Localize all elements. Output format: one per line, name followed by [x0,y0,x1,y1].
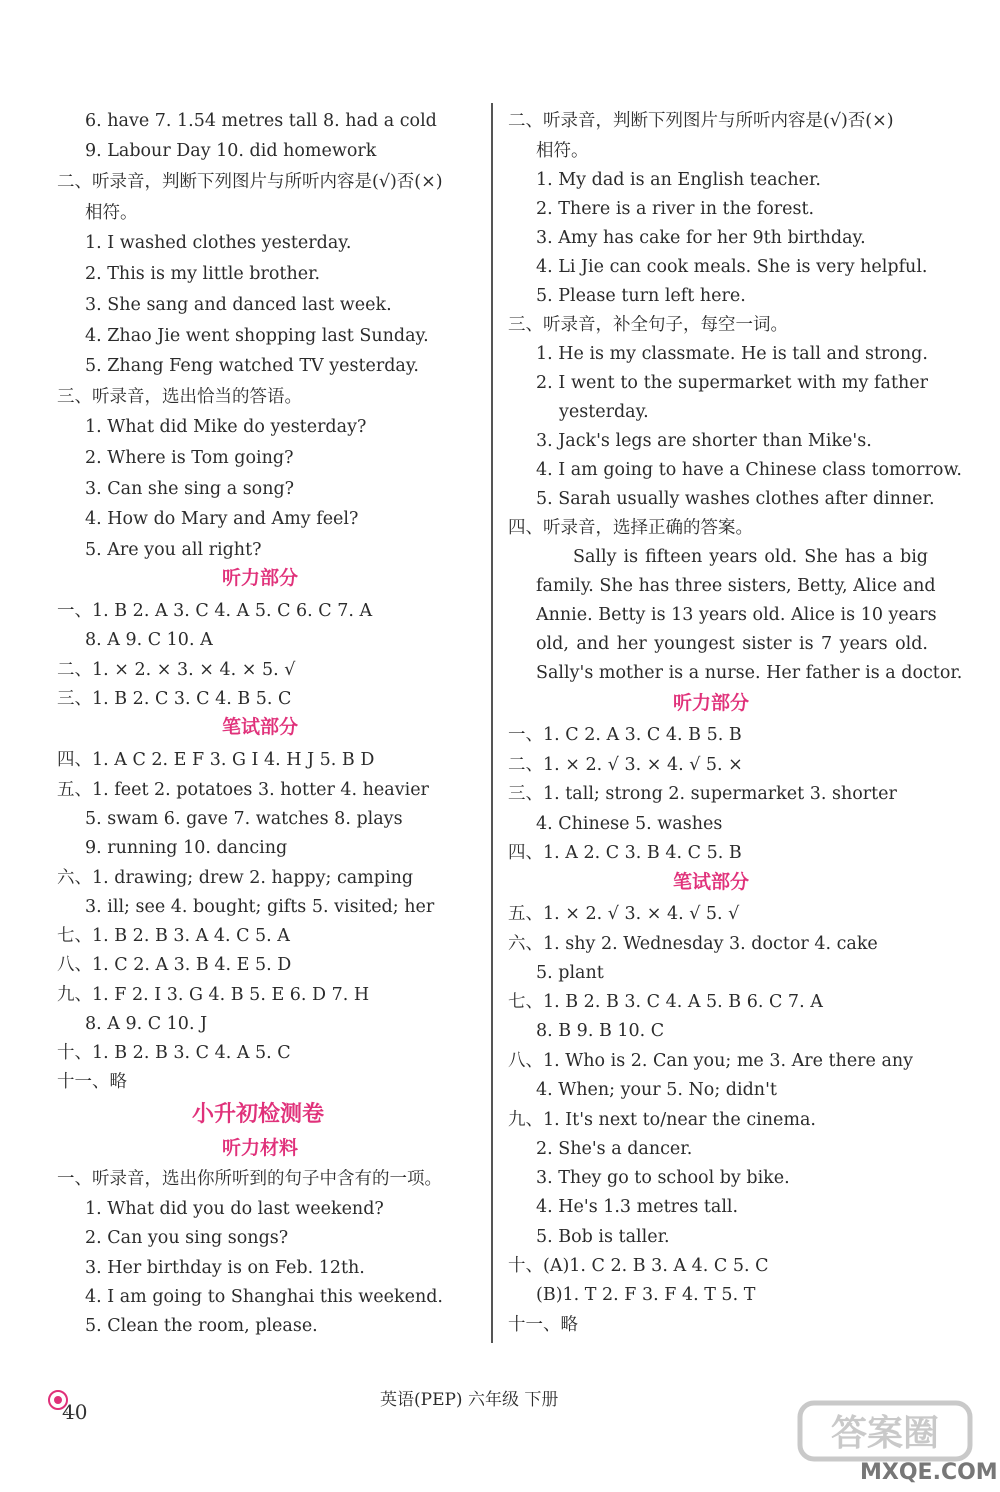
answer-line: 一、1. B 2. A 3. C 4. A 5. C 6. C 7. A [57,601,373,621]
list-item: 5. Please turn left here. [536,286,746,306]
list-item: 4. How do Mary and Amy feel? [85,509,359,529]
list-item: 4. I am going to Shanghai this weekend. [85,1287,443,1307]
listening-heading: 听力部分 [222,567,299,589]
answer-line: 二、1. × 2. √ 3. × 4. √ 5. × [508,755,743,775]
list-item: 3. Can she sing a song? [85,479,295,499]
list-item: 1. My dad is an English teacher. [536,170,821,190]
list-item: 1. I washed clothes yesterday. [85,233,352,253]
section-heading-cont: 相符。 [85,203,138,223]
list-item: 3. She sang and danced last week. [85,295,392,315]
answer-line: 9. Labour Day 10. did homework [85,141,377,161]
list-item: 5. Zhang Feng watched TV yesterday. [85,356,419,376]
list-item: 1. What did you do last weekend? [85,1199,384,1219]
written-heading: 笔试部分 [673,871,750,893]
answer-line: 五、1. feet 2. potatoes 3. hotter 4. heavier [57,780,429,800]
answer-line: 4. He's 1.3 metres tall. [536,1197,739,1217]
exam-title: 小升初检测卷 [192,1101,325,1127]
listening-heading: 听力部分 [673,692,750,714]
answer-line: 9. running 10. dancing [85,838,288,858]
answer-line: 六、1. shy 2. Wednesday 3. doctor 4. cake [508,934,878,954]
answer-line: (B)1. T 2. F 3. F 4. T 5. T [536,1285,756,1305]
book-footer: 英语(PEP) 六年级 下册 [380,1390,559,1410]
passage-line: Annie. Betty is 13 years old. Alice is 10 years [536,605,937,625]
answer-line: 十一、略 [508,1315,578,1335]
answer-line: 九、1. It's next to/near the cinema. [508,1110,816,1130]
list-item: 1. What did Mike do yesterday? [85,417,367,437]
list-item-cont: yesterday. [559,402,649,422]
answer-line: 七、1. B 2. B 3. A 4. C 5. A [57,926,290,946]
answer-line: 九、1. F 2. I 3. G 4. B 5. E 6. D 7. H [57,985,370,1005]
answer-line: 八、1. Who is 2. Can you; me 3. Are there any [508,1051,914,1071]
section-heading: 三、听录音，补全句子，每空一词。 [508,315,788,335]
list-item: 4. Li Jie can cook meals. She is very helpful. [536,257,928,277]
answer-line: 5. Bob is taller. [536,1227,670,1247]
answer-line: 二、1. × 2. × 3. × 4. × 5. √ [57,660,296,680]
answer-line: 四、1. A 2. C 3. B 4. C 5. B [508,843,742,863]
passage-line: Sally's mother is a nurse. Her father is a doctor. [536,663,963,683]
section-heading: 二、听录音，判断下列图片与所听内容是(√)否(×) [508,111,894,131]
list-item: 4. Zhao Jie went shopping last Sunday. [85,326,429,346]
answer-line: 5. swam 6. gave 7. watches 8. plays [85,809,403,829]
list-item: 2. Where is Tom going? [85,448,294,468]
answer-line: 8. A 9. C 10. J [85,1014,208,1034]
section-heading: 一、听录音，选出你所听到的句子中含有的一项。 [57,1169,442,1189]
answer-line: 3. ill; see 4. bought; gifts 5. visited; her [85,897,435,917]
watermark-url: MXQE.COM [860,1460,998,1485]
list-item: 5. Clean the room, please. [85,1316,318,1336]
answer-line: 三、1. tall; strong 2. supermarket 3. shorter [508,784,897,804]
answer-line: 十、(A)1. C 2. B 3. A 4. C 5. C [508,1256,769,1276]
answer-line: 四、1. A C 2. E F 3. G I 4. H J 5. B D [57,750,375,770]
section-heading: 四、听录音，选择正确的答案。 [508,518,753,538]
answer-line: 4. Chinese 5. washes [536,814,723,834]
answer-line: 十、1. B 2. B 3. C 4. A 5. C [57,1043,291,1063]
answer-line: 8. A 9. C 10. A [85,630,213,650]
list-item: 3. Amy has cake for her 9th birthday. [536,228,866,248]
answer-line: 六、1. drawing; drew 2. happy; camping [57,868,414,888]
answer-line: 十一、略 [57,1072,127,1092]
passage-line: Sally is fifteen years old. She has a big [573,547,928,567]
passage-line: family. She has three sisters, Betty, Alice and [536,576,936,596]
list-item: 2. I went to the supermarket with my father [536,373,928,393]
list-item: 4. I am going to have a Chinese class tomorrow. [536,460,962,480]
list-item: 1. He is my classmate. He is tall and strong. [536,344,928,364]
answer-line: 5. plant [536,963,604,983]
material-heading: 听力材料 [222,1137,299,1159]
page-number: 40 [62,1400,88,1424]
section-heading: 二、听录音，判断下列图片与所听内容是(√)否(×) [57,172,443,192]
list-item: 3. Jack's legs are shorter than Mike's. [536,431,872,451]
answer-line: 3. They go to school by bike. [536,1168,790,1188]
answer-line: 4. When; your 5. No; didn't [536,1080,777,1100]
answer-line: 七、1. B 2. B 3. C 4. A 5. B 6. C 7. A [508,992,823,1012]
written-heading: 笔试部分 [222,716,299,738]
answer-line: 五、1. × 2. √ 3. × 4. √ 5. √ [508,904,740,924]
list-item: 3. Her birthday is on Feb. 12th. [85,1258,365,1278]
answer-line: 八、1. C 2. A 3. B 4. E 5. D [57,955,292,975]
list-item: 5. Are you all right? [85,540,262,560]
column-divider [491,103,493,1343]
svg-text:答案圈: 答案圈 [830,1413,940,1454]
section-heading-cont: 相符。 [536,141,589,161]
list-item: 2. There is a river in the forest. [536,199,815,219]
answer-line: 一、1. C 2. A 3. C 4. B 5. B [508,725,742,745]
answer-line: 8. B 9. B 10. C [536,1021,665,1041]
answer-line: 2. She's a dancer. [536,1139,693,1159]
list-item: 2. Can you sing songs? [85,1228,289,1248]
list-item: 2. This is my little brother. [85,264,321,284]
section-heading: 三、听录音，选出恰当的答语。 [57,387,302,407]
list-item: 5. Sarah usually washes clothes after dinner. [536,489,935,509]
answer-line: 三、1. B 2. C 3. C 4. B 5. C [57,689,292,709]
answer-line: 6. have 7. 1.54 metres tall 8. had a cold [85,111,437,131]
passage-line: old, and her youngest sister is 7 years old. [536,634,928,654]
